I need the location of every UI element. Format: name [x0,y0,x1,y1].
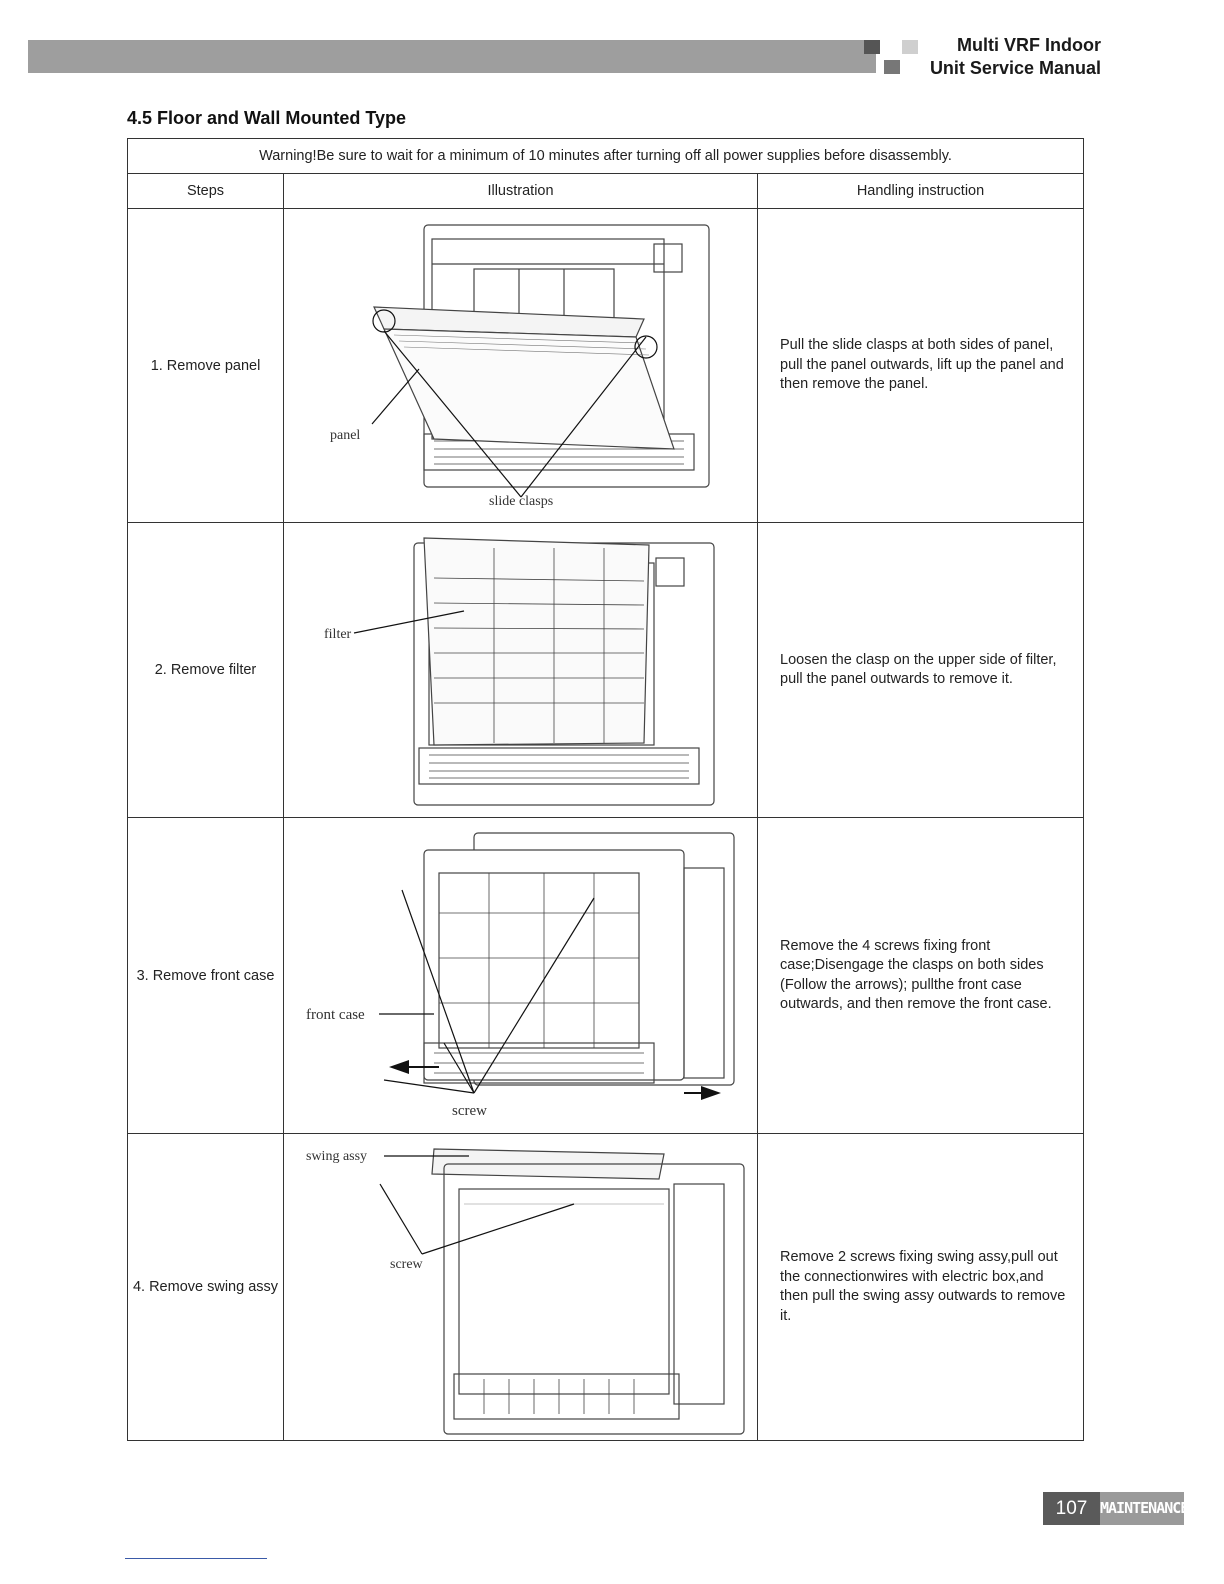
page-number: 107 [1043,1492,1100,1525]
step-label: 1. Remove panel [128,209,284,523]
instruction-text: Remove the 4 screws fixing front case;Disengage the clasps on both sides (Follow the arrows); pullthe front case outwards, and then remove the front case. [758,818,1084,1134]
col-header-illustration: Illustration [284,174,758,209]
panel-label: panel [330,428,361,443]
step-label: 2. Remove filter [128,523,284,818]
remove-swing-assy-drawing [284,1134,758,1440]
header-square-mid [884,60,900,74]
section-tag: MAINTENANCE [1100,1492,1184,1525]
front-case-label: front case [306,1007,365,1023]
remove-front-case-drawing [284,818,758,1133]
screw-label: screw [390,1257,423,1272]
manual-title [930,34,1101,80]
table-row [128,1134,1084,1441]
col-header-instruction: Handling instruction [758,174,1084,209]
manual-title-line2: Unit Service Manual [929,58,1101,78]
instruction-text: Loosen the clasp on the upper side of filter, pull the panel outwards to remove it. [758,523,1084,818]
header-bar [28,40,876,73]
table-row [128,209,1084,523]
slide-clasps-label: slide clasps [489,494,554,509]
warning-cell: Warning!Be sure to wait for a minimum of 10 minutes after turning off all power supplies before disassembly. [128,139,1084,174]
section-title: 4.5 Floor and Wall Mounted Type [127,108,407,128]
header-square-light [902,40,918,54]
filter-label: filter [324,627,352,642]
step-label: 3. Remove front case [128,818,284,1134]
screw-label: screw [452,1103,487,1119]
table-row [128,523,1084,818]
col-header-steps: Steps [128,174,284,209]
instruction-text: Remove 2 screws fixing swing assy,pull out the connectionwires with electric box,and then pull the swing assy outwards to remove it. [758,1134,1084,1441]
disassembly-table [127,138,1084,1441]
header-square-dark [864,40,880,54]
illustration-remove-swing-assy [284,1134,758,1441]
table-row [128,818,1084,1134]
illustration-remove-front-case [284,818,758,1134]
instruction-text: Pull the slide clasps at both sides of panel, pull the panel outwards, lift up the panel and then remove the panel. [758,209,1084,523]
footnote-divider [125,1558,267,1559]
illustration-remove-panel [284,209,758,523]
step-label: 4. Remove swing assy [128,1134,284,1441]
swing-assy-label: swing assy [306,1149,368,1164]
manual-title-line1: Multi VRF Indoor [957,35,1101,55]
remove-filter-drawing [284,523,758,817]
illustration-remove-filter [284,523,758,818]
remove-panel-drawing [284,209,758,522]
